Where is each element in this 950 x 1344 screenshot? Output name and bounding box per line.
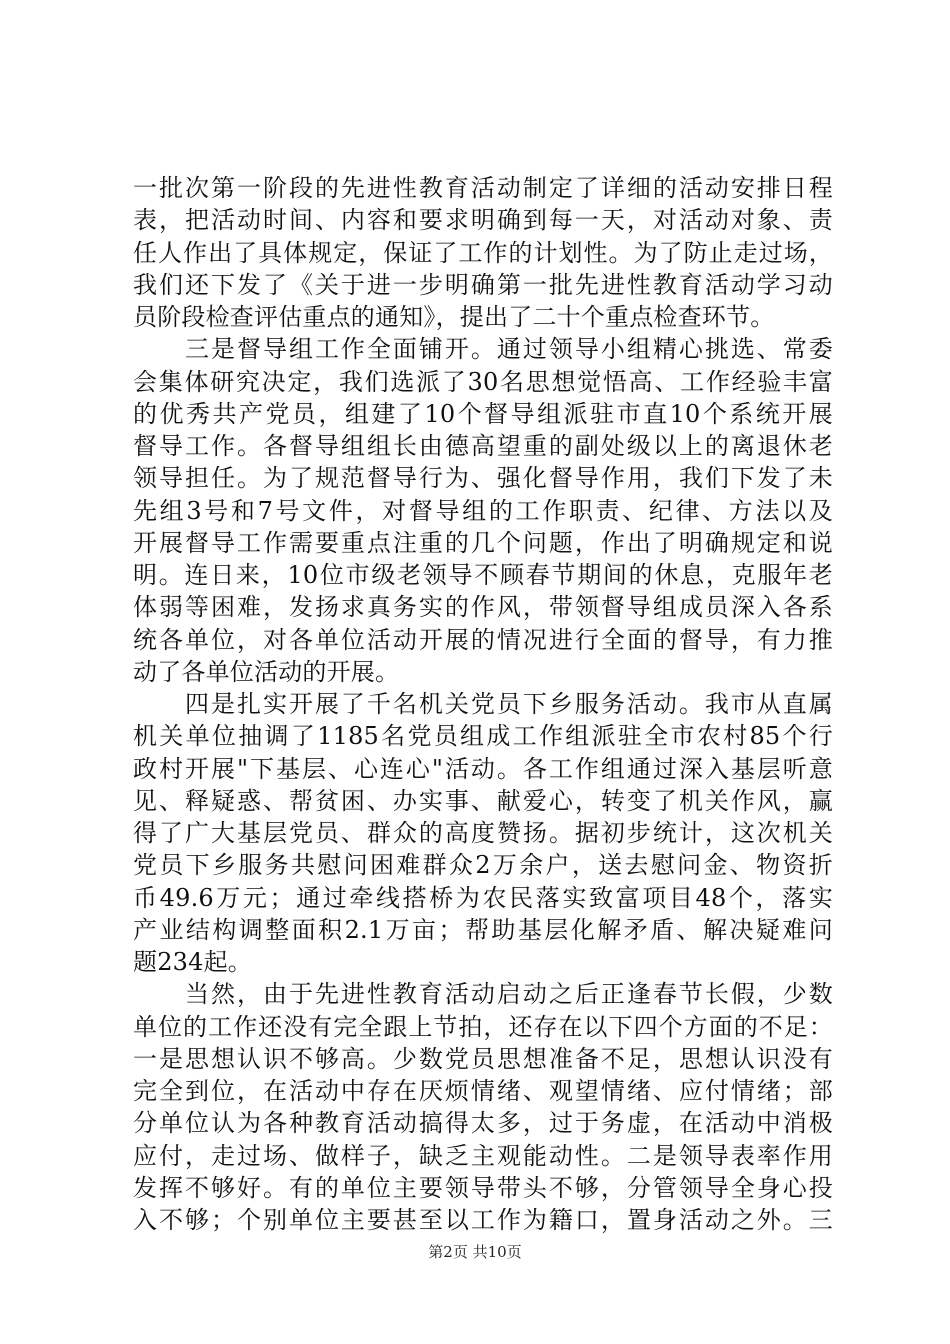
text-line: 我们还下发了《关于进一步明确第一批先进性教育活动学习动 xyxy=(133,270,833,299)
text-line: 动了各单位活动的开展。 xyxy=(133,657,400,686)
text-line: 会集体研究决定，我们选派了30名思想觉悟高、工作经验丰富 xyxy=(133,367,833,396)
text-line: 任人作出了具体规定，保证了工作的计划性。为了防止走过场， xyxy=(133,238,833,267)
text-line: 单位的工作还没有完全跟上节拍，还存在以下四个方面的不足： xyxy=(133,1012,833,1041)
text-line: 一是思想认识不够高。少数党员思想准备不足，思想认识没有 xyxy=(133,1044,833,1073)
text-line: 先组3号和7号文件，对督导组的工作职责、纪律、方法以及 xyxy=(133,496,833,525)
text-line: 入不够；个别单位主要甚至以工作为籍口，置身活动之外。三 xyxy=(133,1206,833,1234)
text-line: 领导担任。为了规范督导行为、强化督导作用，我们下发了未 xyxy=(133,464,833,493)
document-body xyxy=(133,172,833,1236)
text-line: 当然，由于先进性教育活动启动之后正逢春节长假，少数 xyxy=(133,980,833,1009)
page-number-footer: 第2页 共10页 xyxy=(428,1243,522,1261)
text-line: 党员下乡服务共慰问困难群众2万余户，送去慰问金、物资折 xyxy=(133,851,833,880)
text-line: 币49.6万元；通过牵线搭桥为农民落实致富项目48个，落实 xyxy=(133,883,833,912)
text-line: 政村开展"下基层、心连心"活动。各工作组通过深入基层听意 xyxy=(133,754,833,783)
text-line: 产业结构调整面积2.1万亩；帮助基层化解矛盾、解决疑难问 xyxy=(133,915,833,944)
text-line: 开展督导工作需要重点注重的几个问题，作出了明确规定和说 xyxy=(133,528,833,557)
text-line: 员阶段检查评估重点的通知》，提出了二十个重点检查环节。 xyxy=(133,303,775,331)
text-line: 体弱等困难，发扬求真务实的作风，带领督导组成员深入各系 xyxy=(133,593,833,622)
text-line: 的优秀共产党员，组建了10个督导组派驻市直10个系统开展 xyxy=(133,399,833,428)
text-line: 统各单位，对各单位活动开展的情况进行全面的督导，有力推 xyxy=(133,625,833,654)
text-line: 完全到位，在活动中存在厌烦情绪、观望情绪、应付情绪；部 xyxy=(133,1077,833,1105)
text-line: 四是扎实开展了千名机关党员下乡服务活动。我市从直属 xyxy=(133,690,833,718)
text-line: 见、释疑惑、帮贫困、办实事、献爱心，转变了机关作风，赢 xyxy=(133,786,833,815)
text-line: 表，把活动时间、内容和要求明确到每一天，对活动对象、责 xyxy=(133,206,833,235)
text-line: 得了广大基层党员、群众的高度赞扬。据初步统计，这次机关 xyxy=(133,819,833,847)
text-line: 应付，走过场、做样子，缺乏主观能动性。二是领导表率作用 xyxy=(133,1141,833,1170)
text-line: 题234起。 xyxy=(133,948,253,976)
text-line: 分单位认为各种教育活动搞得太多，过于务虚，在活动中消极 xyxy=(133,1109,833,1138)
text-line: 明。连日来，10位市级老领导不顾春节期间的休息，克服年老 xyxy=(133,561,833,589)
text-line: 发挥不够好。有的单位主要领导带头不够，分管领导全身心投 xyxy=(133,1173,833,1202)
text-line: 督导工作。各督导组组长由德高望重的副处级以上的离退休老 xyxy=(133,432,833,460)
text-line: 机关单位抽调了1185名党员组成工作组派驻全市农村85个行 xyxy=(133,722,833,751)
text-line: 三是督导组工作全面铺开。通过领导小组精心挑选、常委 xyxy=(133,335,833,364)
text-line: 一批次第一阶段的先进性教育活动制定了详细的活动安排日程 xyxy=(133,174,833,202)
